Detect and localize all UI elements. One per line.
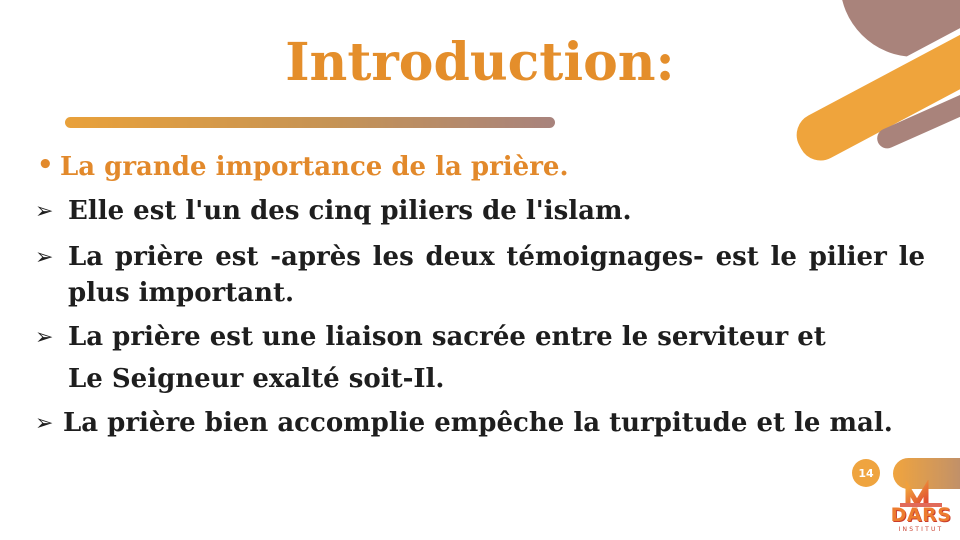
bullet-text-line: Le Seigneur exalté soit-Il. <box>68 364 445 394</box>
dars-logo-subtitle: INSTITUT <box>898 526 944 533</box>
title-underline-bar <box>65 117 555 128</box>
page-number-badge: 14 <box>852 459 880 487</box>
dars-logo-title: DARS <box>890 504 952 526</box>
bullet-text-line: plus important. <box>68 278 295 308</box>
arrow-bullet-icon: ➢ <box>35 325 54 350</box>
bullet-row <box>35 406 925 440</box>
slide-title: Introduction: <box>285 32 675 93</box>
bullet-intro-text: La grande importance de la prière. <box>60 152 569 182</box>
dot-bullet-icon: • <box>37 150 54 180</box>
bullet-text-line: La prière bien accomplie empêche la turpitude et le mal. <box>63 408 893 438</box>
dars-logo <box>889 480 953 533</box>
bullet-intro-row <box>35 150 925 184</box>
bullet-text-line: La prière est une liaison sacrée entre le serviteur et <box>68 322 826 352</box>
arrow-bullet-icon: ➢ <box>35 199 54 224</box>
arrow-bullet-icon: ➢ <box>35 411 54 436</box>
bullet-text-line: La prière est -après les deux témoignages- est le pilier le <box>68 242 925 272</box>
arrow-bullet-icon: ➢ <box>35 245 54 270</box>
bullet-text-line: Elle est l'un des cinq piliers de l'islam. <box>68 196 632 226</box>
bullet-row <box>35 320 925 396</box>
bullet-row <box>35 240 925 310</box>
bullet-row <box>35 194 925 228</box>
